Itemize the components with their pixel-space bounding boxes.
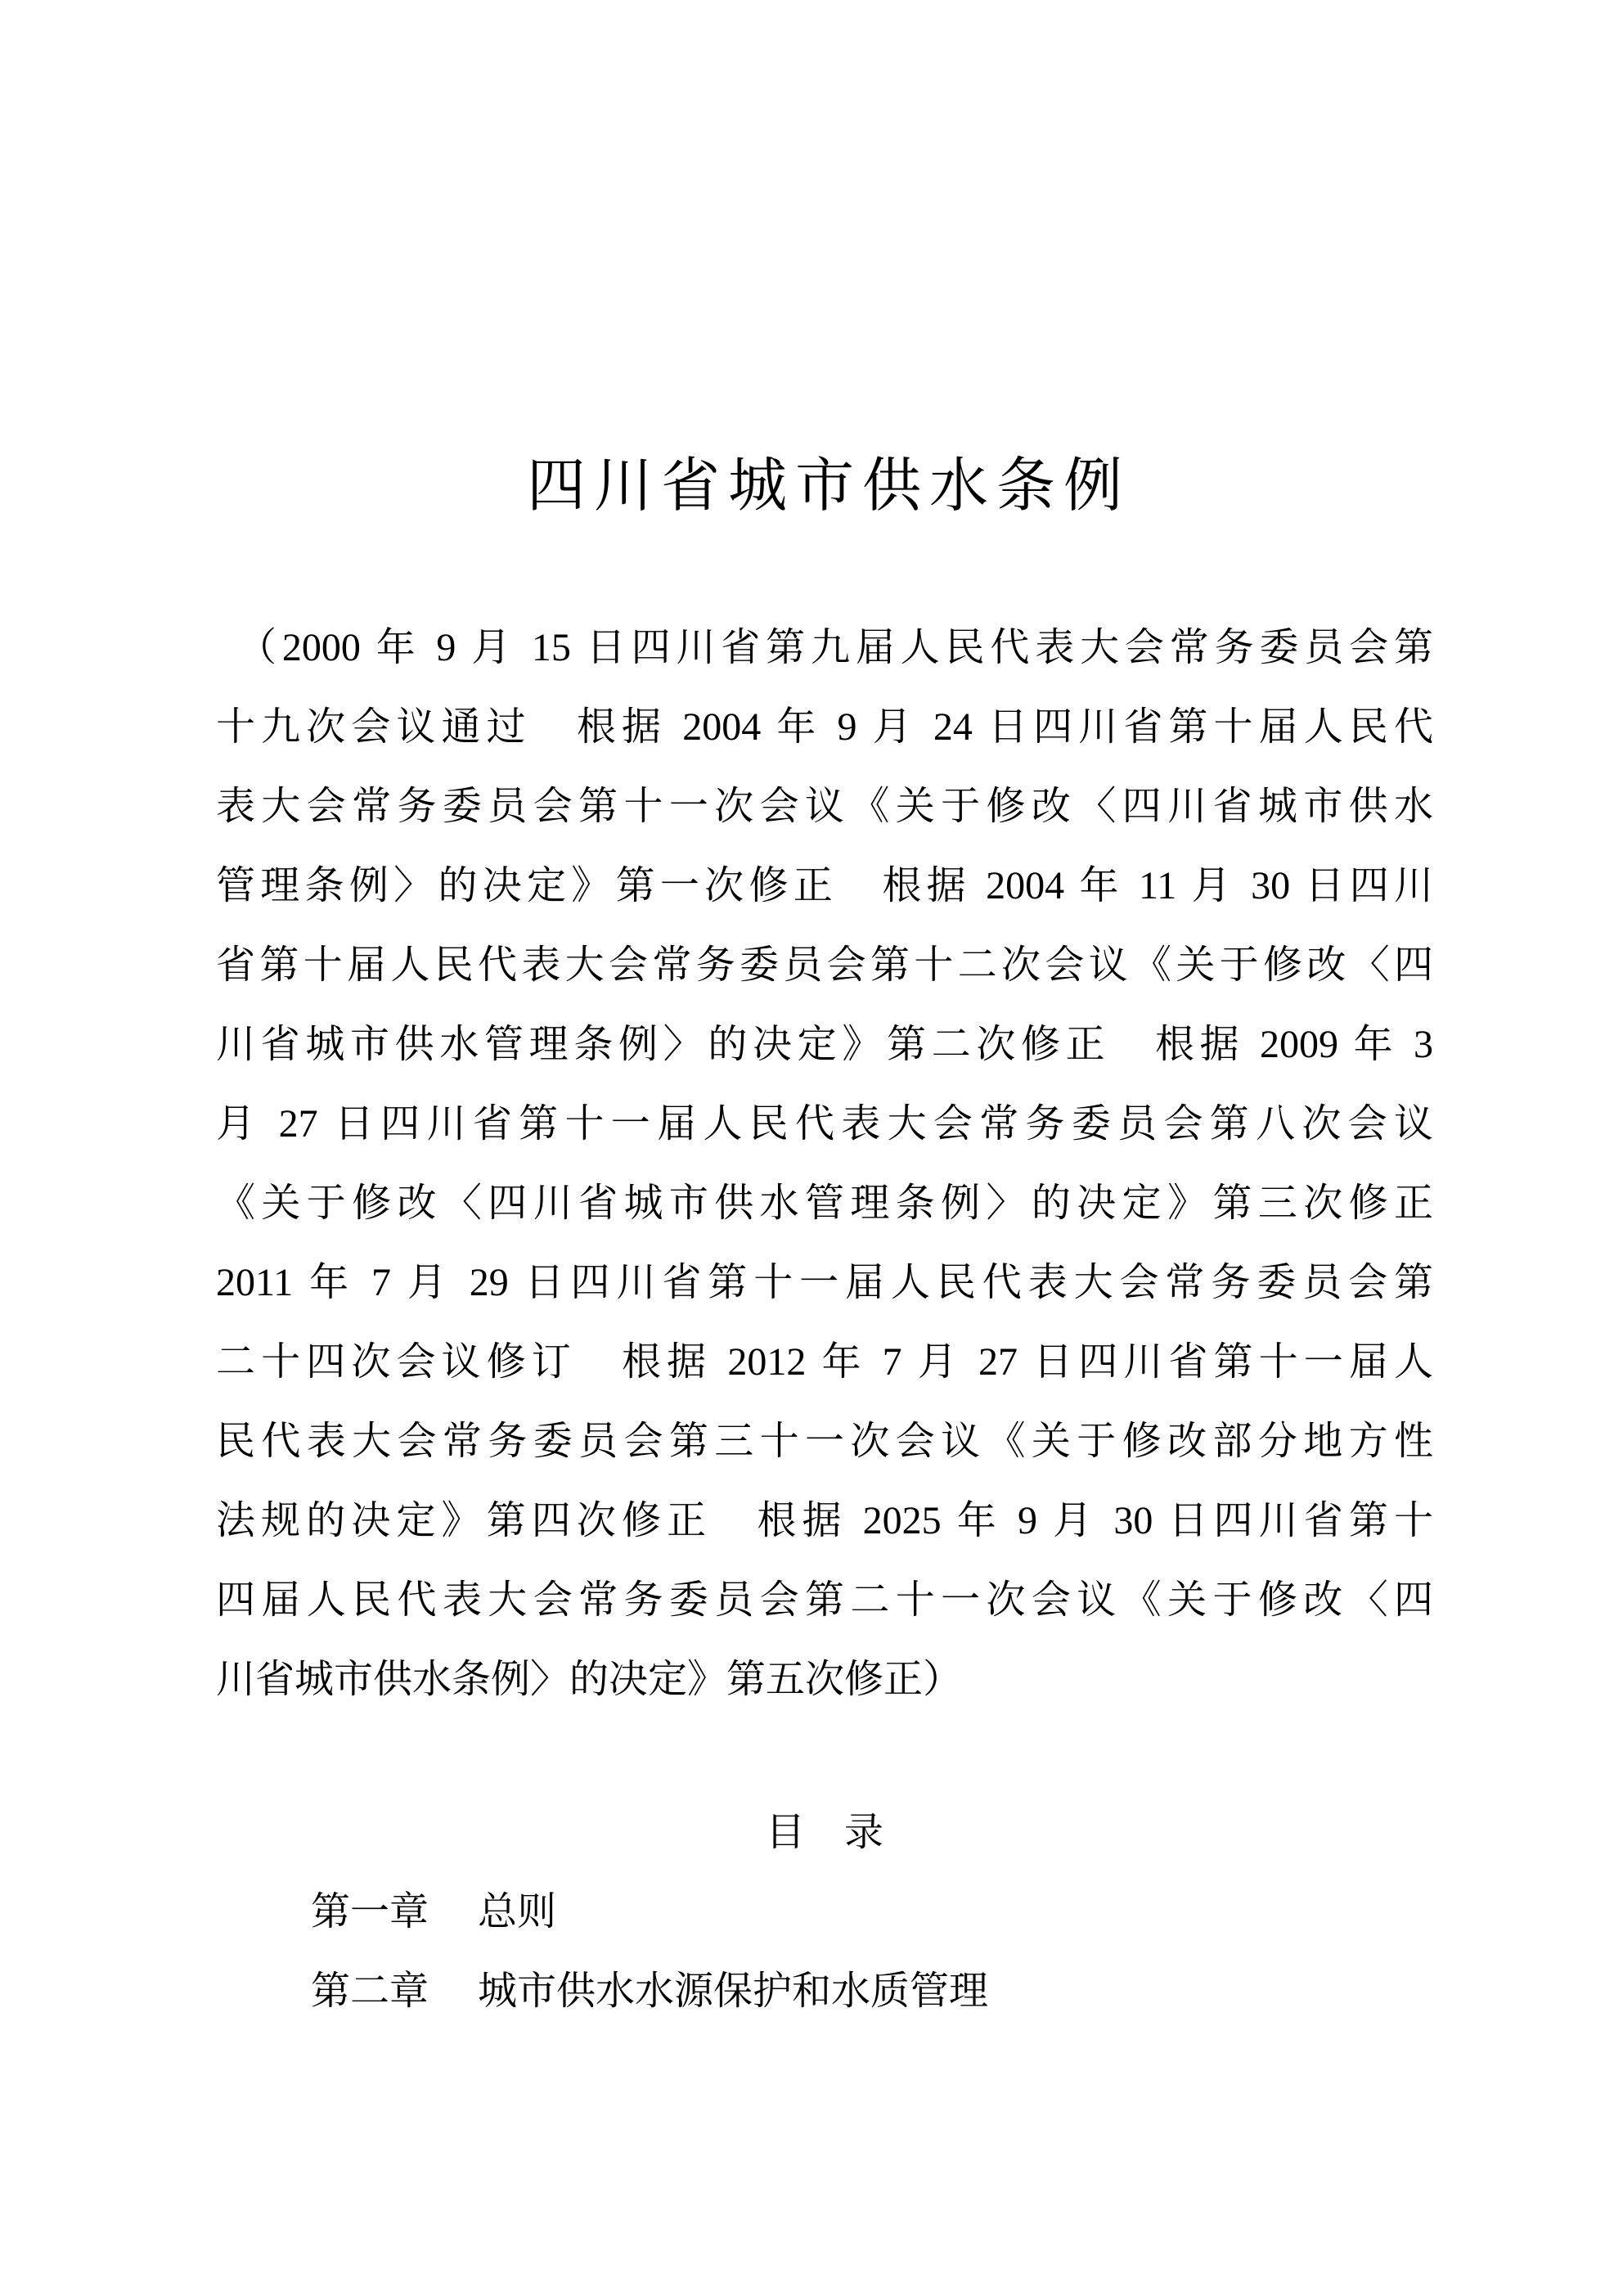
preamble-line: 十九次会议通过 根据 2004 年 9 月 24 日四川省第十届人民代 [216, 705, 1433, 749]
preamble-line: 二十四次会议修订 根据 2012 年 7 月 27 日四川省第十一届人 [216, 1340, 1433, 1384]
toc-chapter-label: 第一章 [311, 1890, 429, 1934]
preamble-line: 2011 年 7 月 29 日四川省第十一届人民代表大会常务委员会第 [216, 1261, 1433, 1304]
document-title: 四川省城市供水条例 [526, 453, 1131, 519]
toc-chapter-label: 第二章 [311, 1970, 429, 2013]
toc-chapter-title: 城市供水水源保护和水质管理 [478, 1970, 989, 2013]
toc-heading: 目 录 [765, 1811, 883, 1854]
preamble-line: 管理条例〉的决定》第一次修正 根据 2004 年 11 月 30 日四川 [216, 864, 1433, 907]
preamble-paragraph [216, 608, 1433, 1719]
toc-chapter-title: 总则 [478, 1890, 557, 1934]
preamble-line: 月 27 日四川省第十一届人民代表大会常务委员会第八次会议 [216, 1102, 1433, 1146]
toc-item-chapter-1 [216, 1872, 1433, 1952]
preamble-line: （2000 年 9 月 15 日四川省第九届人民代表大会常务委员会第 [237, 626, 1433, 669]
preamble-line: 表大会常务委员会第十一次会议《关于修改〈四川省城市供水 [216, 785, 1433, 828]
preamble-line: 《关于修改〈四川省城市供水管理条例〉的决定》第三次修正 [216, 1182, 1433, 1225]
preamble-line: 四届人民代表大会常务委员会第二十一次会议《关于修改〈四 [216, 1578, 1433, 1622]
preamble-line: 法规的决定》第四次修正 根据 2025 年 9 月 30 日四川省第十 [216, 1499, 1433, 1542]
preamble-line: 川省城市供水管理条例〉的决定》第二次修正 根据 2009 年 3 [216, 1023, 1433, 1066]
toc-item-chapter-2 [216, 1952, 1433, 2031]
table-of-contents [216, 1793, 1433, 2031]
preamble-line: 民代表大会常务委员会第三十一次会议《关于修改部分地方性 [216, 1420, 1433, 1463]
preamble-line: 川省城市供水条例〉的决定》第五次修正） [216, 1658, 963, 1701]
preamble-line: 省第十届人民代表大会常务委员会第十二次会议《关于修改〈四 [216, 943, 1433, 987]
